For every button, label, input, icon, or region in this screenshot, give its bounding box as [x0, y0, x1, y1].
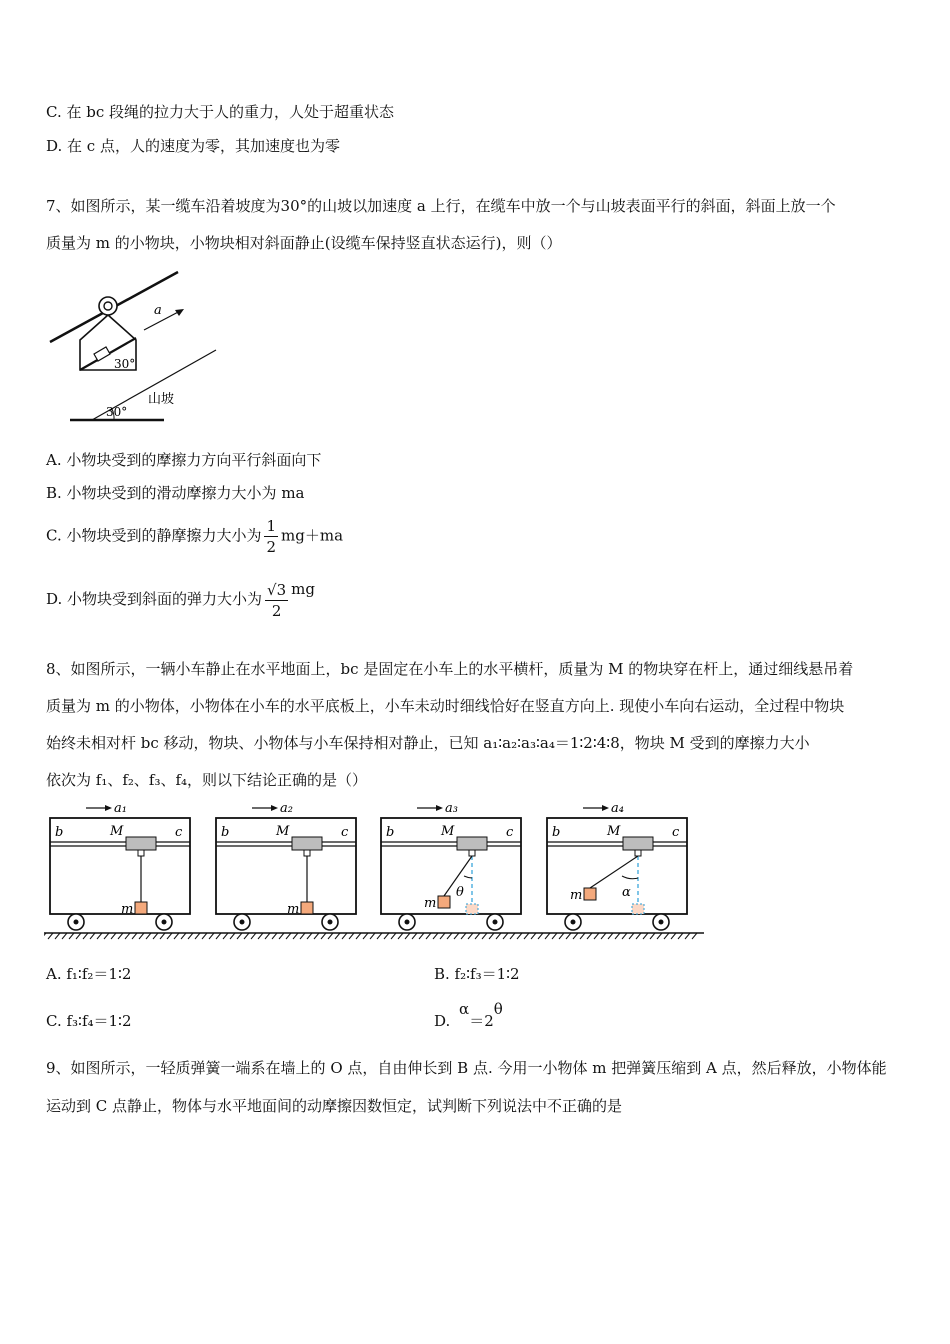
ground-hatch: [594, 933, 599, 939]
ground-hatch: [55, 933, 60, 939]
ground-hatch: [447, 933, 452, 939]
rod-end-b: b: [552, 825, 561, 840]
ground-hatch: [678, 933, 683, 939]
q7-option-c-prefix: C. 小物块受到的静摩擦力大小为: [46, 526, 262, 545]
q7-option-d-fraction: [265, 580, 288, 621]
ground-hatch: [524, 933, 529, 939]
wheel-hub: [162, 920, 167, 925]
q6-option-d: D. 在 c 点，人的速度为零，其加速度也为零: [46, 137, 340, 155]
q8-option-a: A. f₁∶f₂＝1∶2: [46, 965, 132, 983]
ground-hatch: [335, 933, 340, 939]
q7-option-c-suffix: mg＋ma: [281, 526, 344, 545]
q8-option-d: [434, 1000, 503, 1032]
rod-end-c: c: [175, 825, 183, 840]
ground-hatch: [97, 933, 102, 939]
ground-hatch: [573, 933, 578, 939]
accel-label: a₂: [280, 801, 293, 816]
ground-hatch: [454, 933, 459, 939]
ground-hatch: [692, 933, 697, 939]
ground-hatch: [314, 933, 319, 939]
block-M-label: M: [441, 824, 455, 839]
rod-end-b: b: [221, 825, 230, 840]
ground-hatch: [433, 933, 438, 939]
ground-hatch: [405, 933, 410, 939]
ground-hatch: [587, 933, 592, 939]
q7-option-c-fraction: [264, 516, 278, 557]
original-position: [466, 904, 478, 914]
q7-option-d-suffix: mg: [291, 580, 315, 598]
q8-option-d-eq: ＝2: [469, 1012, 494, 1030]
ground-hatch: [167, 933, 172, 939]
ground-hatch: [307, 933, 312, 939]
ground-hatch: [538, 933, 543, 939]
ground-hatch: [643, 933, 648, 939]
q8-option-d-theta: θ: [493, 1000, 503, 1018]
hook: [469, 850, 475, 856]
ground-hatch: [629, 933, 634, 939]
ground-hatch: [440, 933, 445, 939]
accel-arrowhead: [105, 805, 112, 811]
q8-option-d-prefix: D.: [434, 1012, 451, 1030]
block-M: [457, 837, 487, 850]
accel-label: a₃: [445, 801, 458, 816]
q7-option-d-prefix: D. 小物块受到斜面的弹力大小为: [46, 590, 263, 608]
angle-arc: [464, 876, 472, 878]
ground-hatch: [104, 933, 109, 939]
ground-hatch: [615, 933, 620, 939]
q7-slope-label: 山坡: [148, 392, 175, 407]
q7-option-d-denominator: 2: [271, 601, 282, 620]
ground-hatch: [356, 933, 361, 939]
ground-hatch: [244, 933, 249, 939]
rod-end-b: b: [386, 825, 395, 840]
q7-option-d: [46, 578, 315, 621]
q7-option-b: B. 小物块受到的滑动摩擦力大小为 ma: [46, 484, 305, 502]
ground-hatch: [293, 933, 298, 939]
q8-stem-line-2: 质量为 m 的小物体，小物体在小车的水平底板上，小车未动时细线恰好在竖直方向上. 现使小车向右运动，全过程中物块: [46, 697, 845, 715]
ground-hatch: [342, 933, 347, 939]
ground-hatch: [482, 933, 487, 939]
wheel-hub: [328, 920, 333, 925]
mass-m: [438, 896, 450, 908]
ground-hatch: [475, 933, 480, 939]
ground-hatch: [566, 933, 571, 939]
mass-m-label: m: [424, 896, 437, 911]
mass-m-label: m: [570, 888, 583, 903]
block-M: [623, 837, 653, 850]
q7-option-d-numerator: √3: [267, 580, 287, 599]
ground-hatch: [188, 933, 193, 939]
ground-hatch: [118, 933, 123, 939]
ground-hatch: [328, 933, 333, 939]
ground-hatch: [650, 933, 655, 939]
ground-hatch: [545, 933, 550, 939]
string: [590, 856, 638, 888]
q8-option-d-alpha: α: [459, 1000, 470, 1018]
mass-m-label: m: [287, 902, 300, 917]
ground-hatch: [272, 933, 277, 939]
ground-hatch: [664, 933, 669, 939]
ground-hatch: [608, 933, 613, 939]
ground-hatch: [517, 933, 522, 939]
rod-end-c: c: [672, 825, 680, 840]
ground-hatch: [209, 933, 214, 939]
ground-hatch: [503, 933, 508, 939]
q7-option-c-numerator: 1: [266, 517, 277, 535]
ground-hatch: [461, 933, 466, 939]
accel-arrowhead: [271, 805, 278, 811]
ground-hatch: [426, 933, 431, 939]
ground-hatch: [265, 933, 270, 939]
ground-hatch: [384, 933, 389, 939]
original-position: [632, 904, 644, 914]
hook: [635, 850, 641, 856]
ground-hatch: [377, 933, 382, 939]
mass-m: [301, 902, 313, 914]
block-M: [126, 837, 156, 850]
ground-hatch: [181, 933, 186, 939]
ground-hatch: [139, 933, 144, 939]
q8-option-b: B. f₂∶f₃＝1∶2: [434, 965, 520, 983]
ground-hatch: [132, 933, 137, 939]
ground-hatch: [552, 933, 557, 939]
wheel-hub: [571, 920, 576, 925]
ground-hatch: [153, 933, 158, 939]
q9-stem-line-1: 9、如图所示，一轻质弹簧一端系在墙上的 O 点，自由伸长到 B 点. 今用一小物体 m 把弹簧压缩到 A 点，然后释放，小物体能: [46, 1059, 887, 1077]
ground-hatch: [671, 933, 676, 939]
rod-end-b: b: [55, 825, 64, 840]
ground-hatch: [622, 933, 627, 939]
ground-hatch: [489, 933, 494, 939]
block-M-label: M: [110, 824, 124, 839]
ground-hatch: [398, 933, 403, 939]
ground-hatch: [62, 933, 67, 939]
ground-hatch: [111, 933, 116, 939]
q7-option-c-denominator: 2: [266, 538, 277, 556]
ground-hatch: [195, 933, 200, 939]
rod-end-c: c: [341, 825, 349, 840]
ground-hatch: [685, 933, 690, 939]
wheel-hub: [74, 920, 79, 925]
q7-slope-angle-label: 30°: [106, 405, 128, 419]
ground-hatch: [223, 933, 228, 939]
wheel-hub: [240, 920, 245, 925]
ground-hatch: [76, 933, 81, 939]
ground-hatch: [510, 933, 515, 939]
ground-hatch: [636, 933, 641, 939]
angle-label: α: [622, 885, 631, 900]
q8-stem-line-1: 8、如图所示，一辆小车静止在水平地面上，bc 是固定在小车上的水平横杆，质量为 M 的物块穿在杆上，通过细线悬吊着: [46, 660, 854, 678]
block-M-label: M: [276, 824, 290, 839]
ground-hatch: [349, 933, 354, 939]
q7-accel-label: a: [154, 303, 162, 318]
angle-arc: [622, 876, 638, 879]
block-M-label: M: [607, 824, 621, 839]
q8-cart-figures: [44, 796, 709, 941]
ground-hatch: [559, 933, 564, 939]
ground-hatch: [279, 933, 284, 939]
ground-hatch: [657, 933, 662, 939]
ground-hatch: [44, 933, 46, 939]
q7-option-c: [46, 516, 343, 557]
hook: [304, 850, 310, 856]
q8-stem-line-3: 始终未相对杆 bc 移动，物块、小物体与小车保持相对静止，已知 a₁∶a₂∶a₃∶a₄＝1∶2∶4∶8，物块 M 受到的摩擦力大小: [46, 734, 810, 752]
ground-hatch: [125, 933, 130, 939]
ground-hatch: [496, 933, 501, 939]
ground-hatch: [321, 933, 326, 939]
q7-incline-angle-label: 30°: [114, 357, 136, 371]
q7-option-a: A. 小物块受到的摩擦力方向平行斜面向下: [46, 451, 322, 469]
accel-label: a₁: [114, 801, 127, 816]
ground-hatch: [286, 933, 291, 939]
ground-hatch: [300, 933, 305, 939]
ground-hatch: [391, 933, 396, 939]
ground-hatch: [83, 933, 88, 939]
accel-arrowhead: [602, 805, 609, 811]
ground-hatch: [370, 933, 375, 939]
q8-option-c: C. f₃∶f₄＝1∶2: [46, 1012, 132, 1030]
q6-option-c: C. 在 bc 段绳的拉力大于人的重力，人处于超重状态: [46, 103, 395, 121]
q9-stem-line-2: 运动到 C 点静止，物体与水平地面间的动摩擦因数恒定，试判断下列说法中不正确的是: [46, 1097, 623, 1115]
ground-hatch: [230, 933, 235, 939]
ground-hatch: [90, 933, 95, 939]
ground-hatch: [580, 933, 585, 939]
ground-hatch: [216, 933, 221, 939]
wheel-hub: [405, 920, 410, 925]
hook: [138, 850, 144, 856]
ground-hatch: [258, 933, 263, 939]
ground-hatch: [202, 933, 207, 939]
ground-hatch: [468, 933, 473, 939]
rod-end-c: c: [506, 825, 514, 840]
q8-stem-line-4: 依次为 f₁、f₂、f₃、f₄，则以下结论正确的是（）: [46, 771, 368, 789]
q7-stem-line-2: 质量为 m 的小物块，小物块相对斜面静止(设缆车保持竖直状态运行)，则（）: [46, 234, 562, 252]
q7-cable-car-figure: [44, 262, 234, 427]
ground-hatch: [251, 933, 256, 939]
angle-label: θ: [456, 885, 464, 900]
accel-arrowhead: [436, 805, 443, 811]
ground-hatch: [601, 933, 606, 939]
accel-label: a₄: [611, 801, 624, 816]
wheel-hub: [493, 920, 498, 925]
ground-hatch: [363, 933, 368, 939]
ground-hatch: [237, 933, 242, 939]
ground-hatch: [412, 933, 417, 939]
ground-hatch: [531, 933, 536, 939]
mass-m-label: m: [121, 902, 134, 917]
ground-hatch: [419, 933, 424, 939]
ground-hatch: [146, 933, 151, 939]
ground-hatch: [69, 933, 74, 939]
q7-stem-line-1: 7、如图所示，某一缆车沿着坡度为30°的山坡以加速度 a 上行，在缆车中放一个与山坡表面平行的斜面，斜面上放一个: [46, 197, 836, 215]
ground-hatch: [174, 933, 179, 939]
mass-m: [584, 888, 596, 900]
wheel-hub: [659, 920, 664, 925]
block-M: [292, 837, 322, 850]
ground-hatch: [48, 933, 53, 939]
ground-hatch: [160, 933, 165, 939]
mass-m: [135, 902, 147, 914]
